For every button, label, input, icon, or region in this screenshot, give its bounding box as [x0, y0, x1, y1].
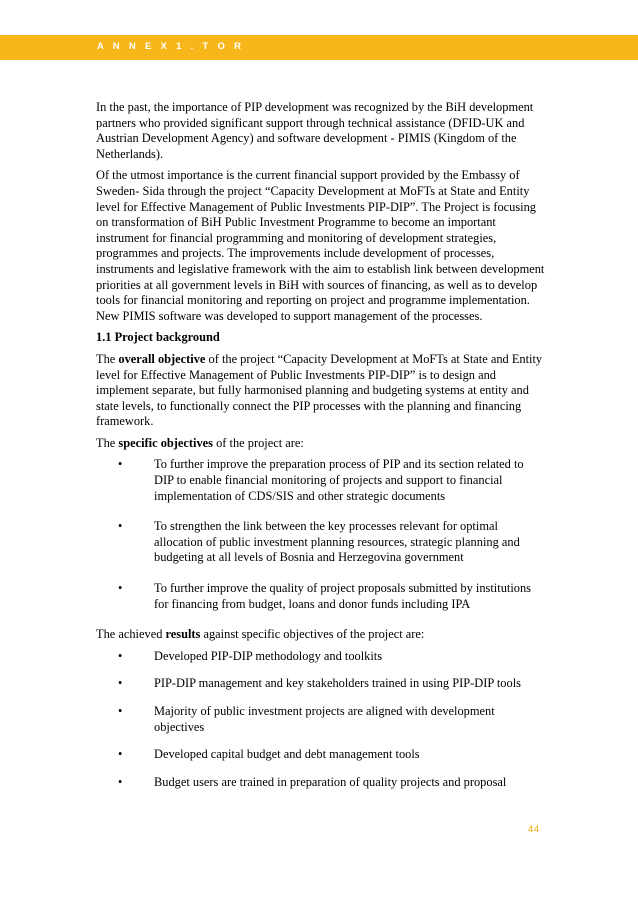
specific-objectives-term: specific objectives — [118, 435, 213, 450]
list-item: • Budget users are trained in preparation of quality projects and proposal — [118, 774, 507, 789]
list-item: • To strengthen the link between the key processes relevant for optimal allocation of public investment planning resources, strategic planning and budgeting at all levels of Bosnia and Herzegovina government — [118, 519, 520, 565]
paragraph-overall-objective: The overall objective of the project “Capacity Development at MoFTs at State and Entity level for Effective Management of Public Investments PIP-DIP” is to design and implement separate, but fully harmonised planning and budgeting systems at entity and state levels, to functionally connect the PIP processes with the planning and financing framework. — [96, 351, 543, 429]
list-item: • Developed PIP-DIP methodology and toolkits — [118, 648, 383, 663]
list-item: • Majority of public investment projects are aligned with development objectives — [118, 704, 495, 734]
results-list — [96, 649, 546, 791]
list-item: • To further improve the quality of project proposals submitted by institutions for financing from budget, loans and donor funds including IPA — [118, 581, 531, 611]
bullet-icon: • — [118, 457, 123, 472]
page-number: 44 — [528, 824, 540, 835]
paragraph-specific-objectives: The specific objectives of the project are: — [96, 435, 304, 450]
results-term: results — [165, 627, 201, 642]
bullet-icon: • — [118, 581, 123, 596]
paragraph-past-importance: In the past, the importance of PIP development was recognized by the BiH development partners who provided significant support through technical assistance (DFID-UK and Austrian Development Agency) and software development - PIMIS (Kingdom of the Netherlands). — [96, 100, 534, 161]
annex-header-band — [0, 35, 638, 60]
paragraph-results: The achieved results against specific objectives of the project are: — [96, 627, 425, 642]
section-heading: 1.1 Project background — [96, 330, 220, 345]
list-item: • Developed capital budget and debt management tools — [118, 747, 420, 762]
list-item: • To further improve the preparation process of PIP and its section related to DIP to enable financial monitoring of projects and support to financial implementation of CDS/SIS and other strategic documents — [118, 457, 524, 503]
document-body — [96, 100, 546, 802]
bullet-icon: • — [118, 747, 123, 762]
overall-objective-term: overall objective — [118, 351, 206, 366]
annex-header-label: A N N E X 1 . T O R — [97, 41, 245, 52]
list-item: • PIP-DIP management and key stakeholders trained in using PIP-DIP tools — [118, 676, 521, 691]
bullet-icon: • — [118, 519, 123, 534]
bullet-icon: • — [118, 676, 123, 691]
specific-objectives-list — [96, 457, 546, 612]
bullet-icon: • — [118, 704, 123, 718]
paragraph-sida-support: Of the utmost importance is the current financial support provided by the Embassy of Sweden- Sida through the project “Capacity Development at MoFTs at State and Entity level for Effective Management of Public Investments PIP-DIP”. The Project is focusing on transformation of BiH Public Investment Programme to become an important instrument for financial programming and monitoring of development strategies, programmes and projects. The improvements include development of processes, instruments and legislative framework with the aim to establish link between development priorities at all government levels in BiH with sources of financing, as well as to develop tools for financial monitoring and reporting on project and programme implementation. New PIMIS software was developed to support management of the processes. — [96, 168, 545, 323]
bullet-icon: • — [118, 648, 123, 663]
bullet-icon: • — [118, 774, 123, 789]
